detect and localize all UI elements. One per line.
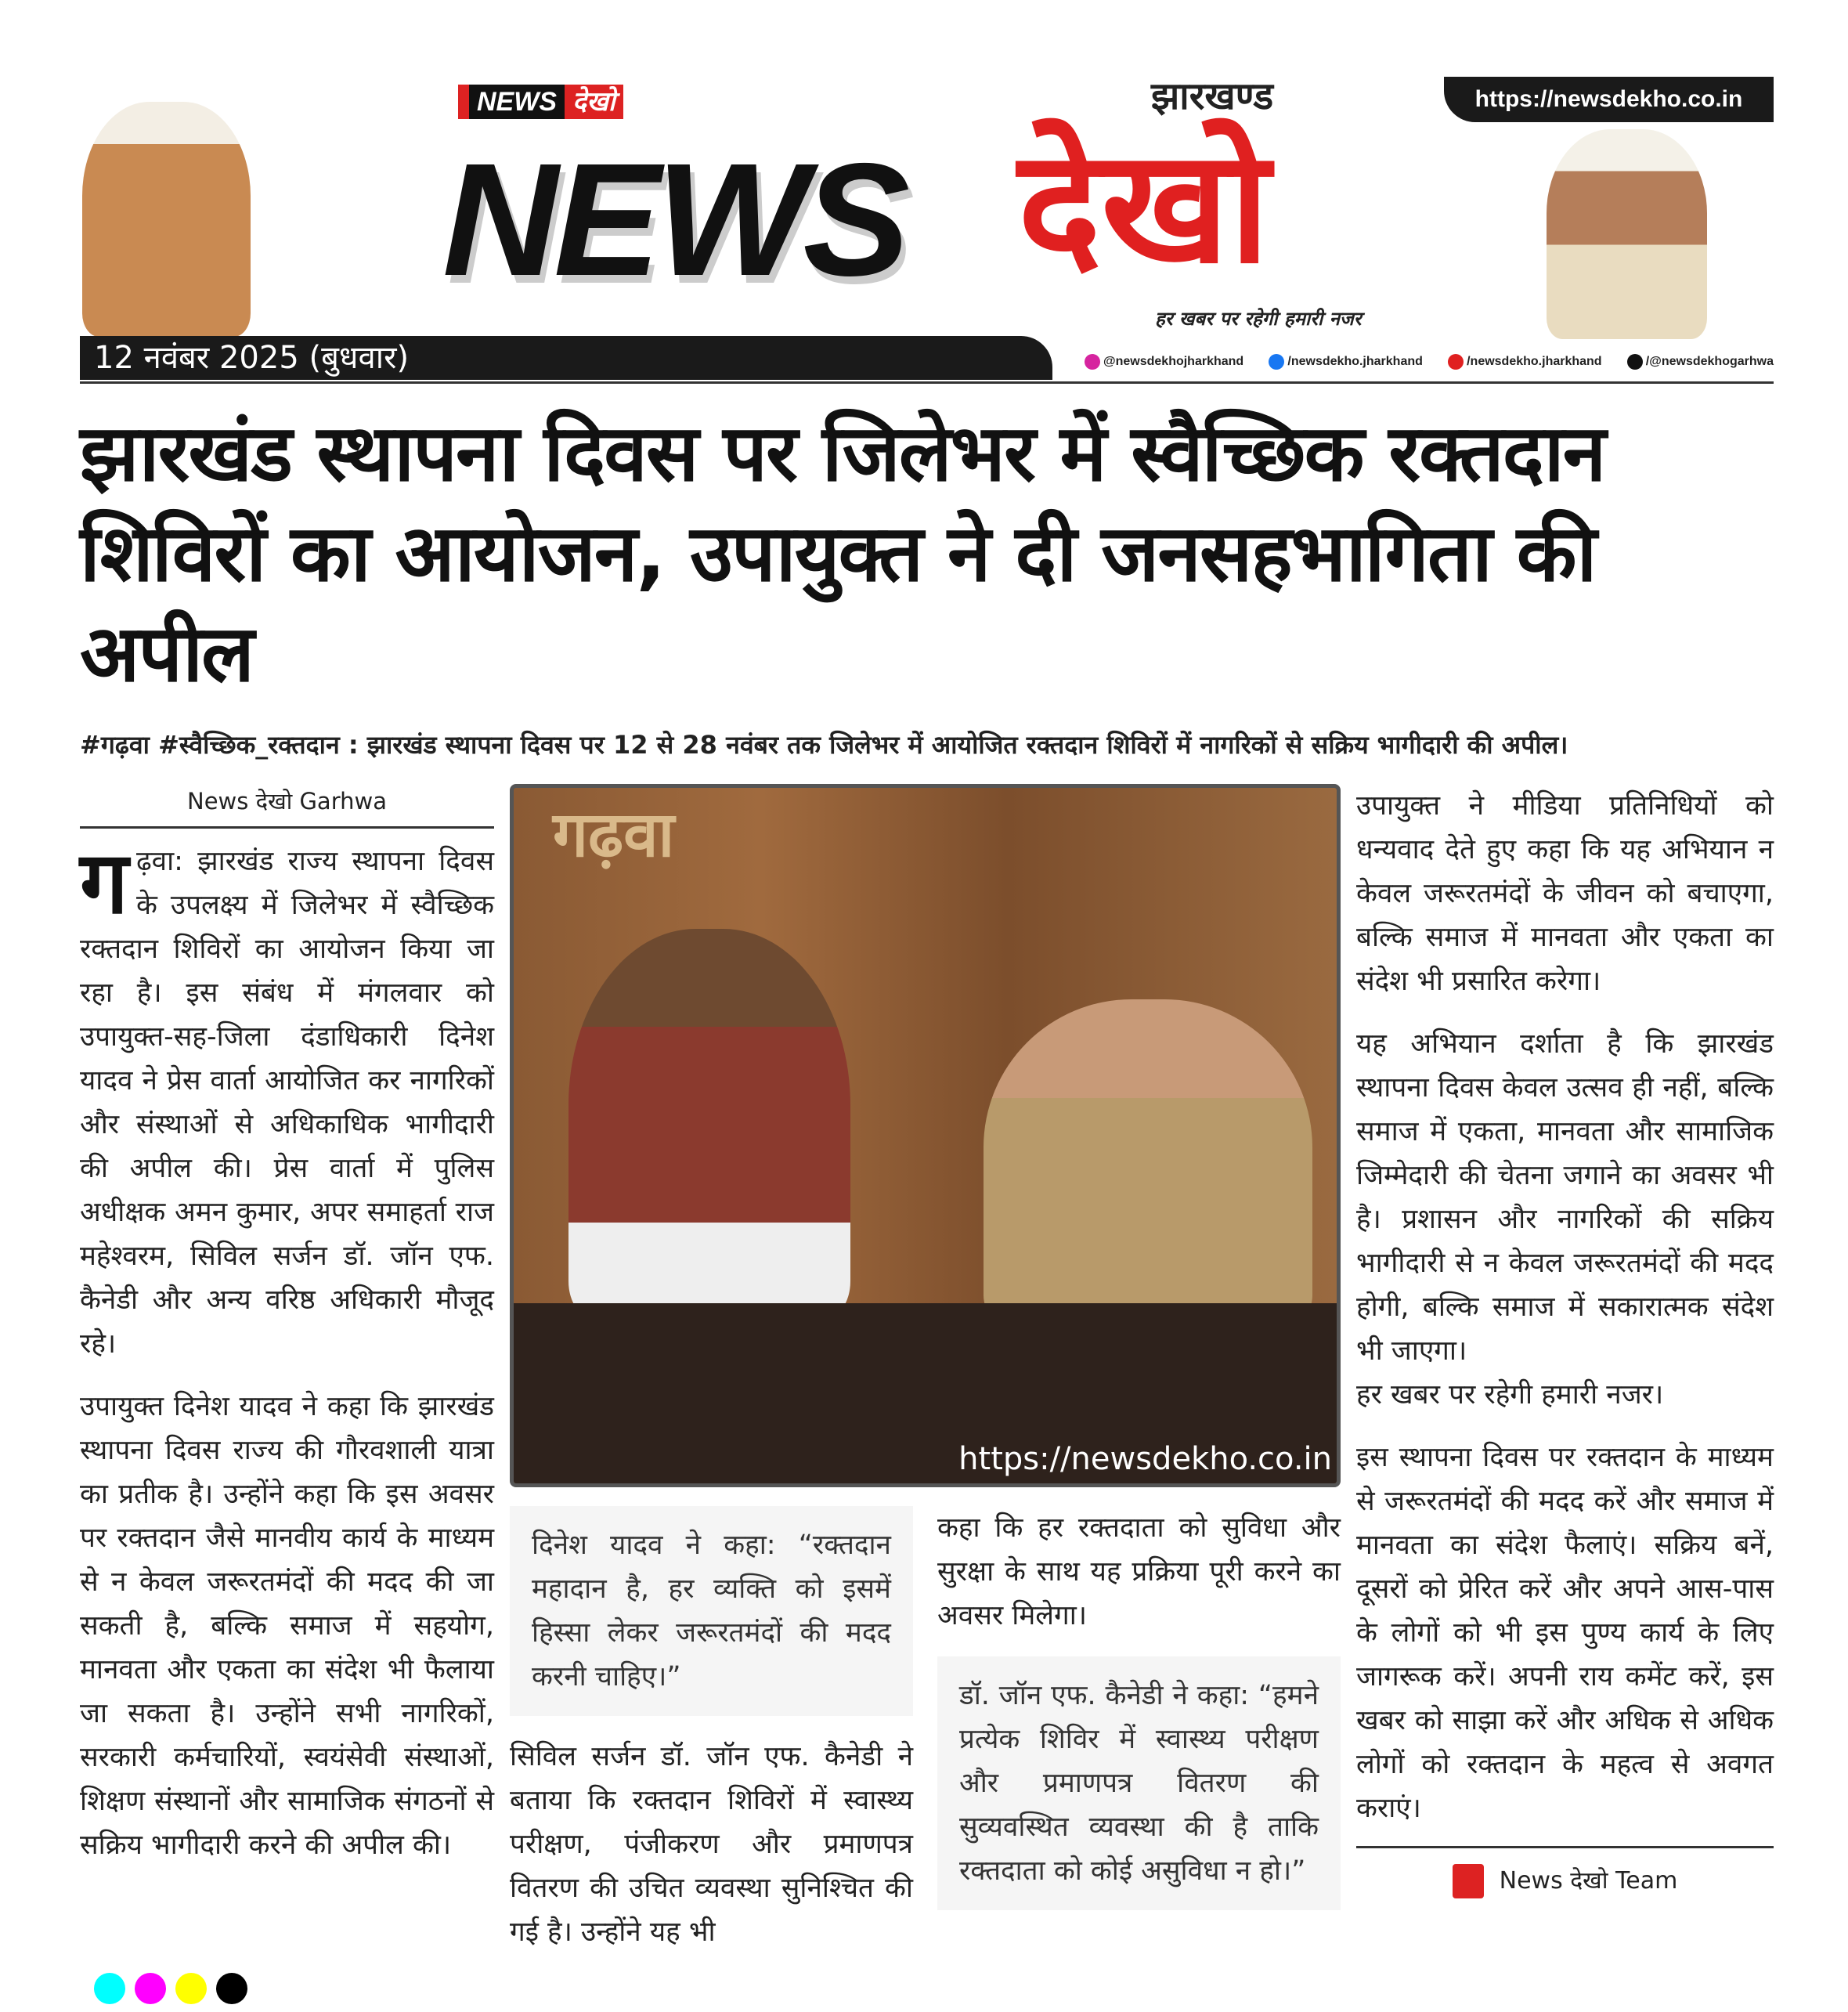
website-url[interactable]: https://newsdekho.co.in [1444, 77, 1774, 122]
instagram-handle: @newsdekhojharkhand [1103, 355, 1244, 368]
paragraph-8: इस स्थापना दिवस पर रक्तदान के माध्यम से जरूरतमंदों की मदद करें और समाज में मानवता का संदेश फैलाएं। सक्रिय बनें, दूसरों को प्रेरित करें और अपने आस-पास के लोगों को भी इस पुण्य कार्य के लिए जागरूक करें। अपनी राय कमेंट करें, इस खबर को साझा करें और अधिक से अधिक लोगों को रक्तदान के महत्व से अवगत कराएं। [1356, 1442, 1774, 1824]
subcolumn-right [937, 1506, 1341, 1910]
drop-cap: ग [80, 833, 128, 933]
magenta-print-mark [135, 1973, 166, 2004]
article [80, 403, 1774, 2012]
column-3 [1356, 784, 1774, 1898]
paragraph-6: यह अभियान दर्शाता है कि झारखंड स्थापना दिवस केवल उत्सव ही नहीं, बल्कि समाज में एकता, मानवता और सामाजिक जिम्मेदारी की चेतना जगाने का अवसर भी है। प्रशासन और नागरिकों की सक्रिय भागीदारी से न केवल जरूरतमंदों की मदद होगी, बल्कि समाज में सकारात्मक संदेश भी जाएगा। [1356, 1028, 1774, 1367]
byline: News देखो Garhwa [80, 784, 494, 829]
small-logo-news: NEWS [458, 85, 565, 119]
cyan-print-mark [94, 1973, 125, 2004]
yellow-print-mark [175, 1973, 207, 2004]
social-youtube[interactable] [1448, 352, 1601, 371]
photo-place-sign: गढ़वा [553, 798, 675, 871]
photo-watermark: https://newsdekho.co.in [958, 1441, 1332, 1477]
youtube-handle: /newsdekho.jharkhand [1467, 355, 1602, 368]
print-marks [80, 1973, 1774, 2012]
social-x[interactable] [1627, 352, 1774, 371]
paragraph-7: हर खबर पर रहेगी हमारी नजर। [1356, 1379, 1664, 1411]
logo-news: NEWS [442, 130, 905, 309]
photo-person-1 [568, 929, 850, 1320]
article-photo [510, 784, 1341, 1487]
logo-state: झारखण्ड [1151, 74, 1274, 118]
social-instagram[interactable] [1085, 352, 1243, 371]
instagram-icon [1085, 354, 1100, 370]
portrait-illustration [1547, 129, 1707, 339]
quote-box-1: दिनेश यादव ने कहा: “रक्तदान महादान है, हर व्यक्ति को इसमें हिस्सा लेकर जरूरतमंदों की मदद करनी चाहिए।” [510, 1506, 913, 1716]
date-bar: 12 नवंबर 2025 (बुधवार) [80, 336, 1052, 380]
paragraph-2: उपायुक्त दिनेश यादव ने कहा कि झारखंड स्थापना दिवस राज्य की गौरवशाली यात्रा का प्रतीक है। उन्होंने कहा कि इस अवसर पर रक्तदान जैसे मानवीय कार्य के माध्यम से न केवल जरूरतमंदों की मदद की जा सकती है, बल्कि समाज में सहयोग, मानवता और एकता का संदेश भी फैलाया जा सकता है। उन्होंने सभी नागरिकों, सरकारी कर्मचारियों, स्वयंसेवी संस्थाओं, शिक्षण संस्थानों और सामाजिक संगठनों से सक्रिय भागीदारी करने की अपील की। [80, 1391, 494, 1861]
column-2-subcolumns [510, 1506, 1341, 1954]
photo-person-2 [984, 999, 1312, 1328]
paragraph-1 [80, 833, 494, 1366]
birsa-munda-illustration [82, 102, 251, 337]
paragraph-4: कहा कि हर रक्तदाता को सुविधा और सुरक्षा के साथ यह प्रक्रिया पूरी करने का अवसर मिलेगा। [937, 1512, 1341, 1631]
column-2 [510, 784, 1341, 1954]
paragraph-3: सिविल सर्जन डॉ. जॉन एफ. कैनेडी ने बताया कि रक्तदान शिविरों में स्वास्थ्य परीक्षण, पंजीकरण और प्रमाणपत्र वितरण की उचित व्यवस्था सुनिश्चित की गई है। उन्होंने यह भी [510, 1741, 913, 1948]
team-signature [1356, 1864, 1774, 1898]
paragraph-5: उपायुक्त ने मीडिया प्रतिनिधियों को धन्यवाद देते हुए कहा कि यह अभियान न केवल जरूरतमंदों के जीवन को बचाएगा, बल्कि समाज में मानवता और एकता का संदेश भी प्रसारित करेगा। [1356, 790, 1774, 997]
x-handle: /@newsdekhogarhwa [1645, 355, 1774, 368]
small-logo-dekho: देखो [565, 85, 623, 119]
youtube-icon [1448, 354, 1464, 370]
small-logo [458, 85, 623, 119]
social-links [1085, 352, 1774, 371]
column-1 [80, 784, 494, 1867]
tagline: हर खबर पर रहेगी हमारी नजर [1155, 308, 1362, 330]
facebook-handle: /newsdekho.jharkhand [1287, 355, 1423, 368]
article-columns [80, 784, 1774, 1954]
end-divider [1356, 1846, 1774, 1848]
logo-dekho: देखो [1018, 116, 1270, 298]
headline: झारखंड स्थापना दिवस पर जिलेभर में स्वैच्छिक रक्तदान शिविरों का आयोजन, उपायुक्त ने दी जनसहभागिता की अपील [80, 407, 1605, 699]
paragraph-1-text: ढ़वा: झारखंड राज्य स्थापना दिवस के उपलक्ष्य में जिलेभर में स्वैच्छिक रक्तदान शिविरों का आयोजन किया जा रहा है। इस संबंध में मंगलवार को उपायुक्त-सह-जिला दंडाधिकारी दिनेश यादव ने प्रेस वार्ता आयोजित कर नागरिकों और संस्थाओं से अधिकाधिक भागीदारी की अपील की। प्रेस वार्ता में पुलिस अधीक्षक अमन कुमार, अपर समाहर्ता राज महेश्वरम, सिविल सर्जन डॉ. जॉन एफ. कैनेडी और अन्य वरिष्ठ अधिकारी मौजूद रहे। [80, 846, 494, 1360]
subcolumn-left [510, 1506, 913, 1954]
black-print-mark [216, 1973, 247, 2004]
masthead-divider [80, 381, 1774, 384]
facebook-icon [1269, 354, 1284, 370]
newsdekho-logo-icon [1453, 1864, 1484, 1898]
social-facebook[interactable] [1269, 352, 1422, 371]
quote-box-2: डॉ. जॉन एफ. कैनेडी ने कहा: “हमने प्रत्येक शिविर में स्वास्थ्य परीक्षण और प्रमाणपत्र वितरण की सुव्यवस्थित व्यवस्था की है ताकि रक्तदाता को कोई असुविधा न हो।” [937, 1656, 1341, 1910]
x-icon [1627, 354, 1643, 370]
subheadline: #गढ़वा #स्वैच्छिक_रक्तदान : झारखंड स्थापना दिवस पर 12 से 28 नवंबर तक जिलेभर में आयोजित रक्तदान शिविरों में नागरिकों से सक्रिय भागीदारी की अपील। [80, 730, 1568, 760]
team-name: News देखो Team [1499, 1867, 1678, 1895]
